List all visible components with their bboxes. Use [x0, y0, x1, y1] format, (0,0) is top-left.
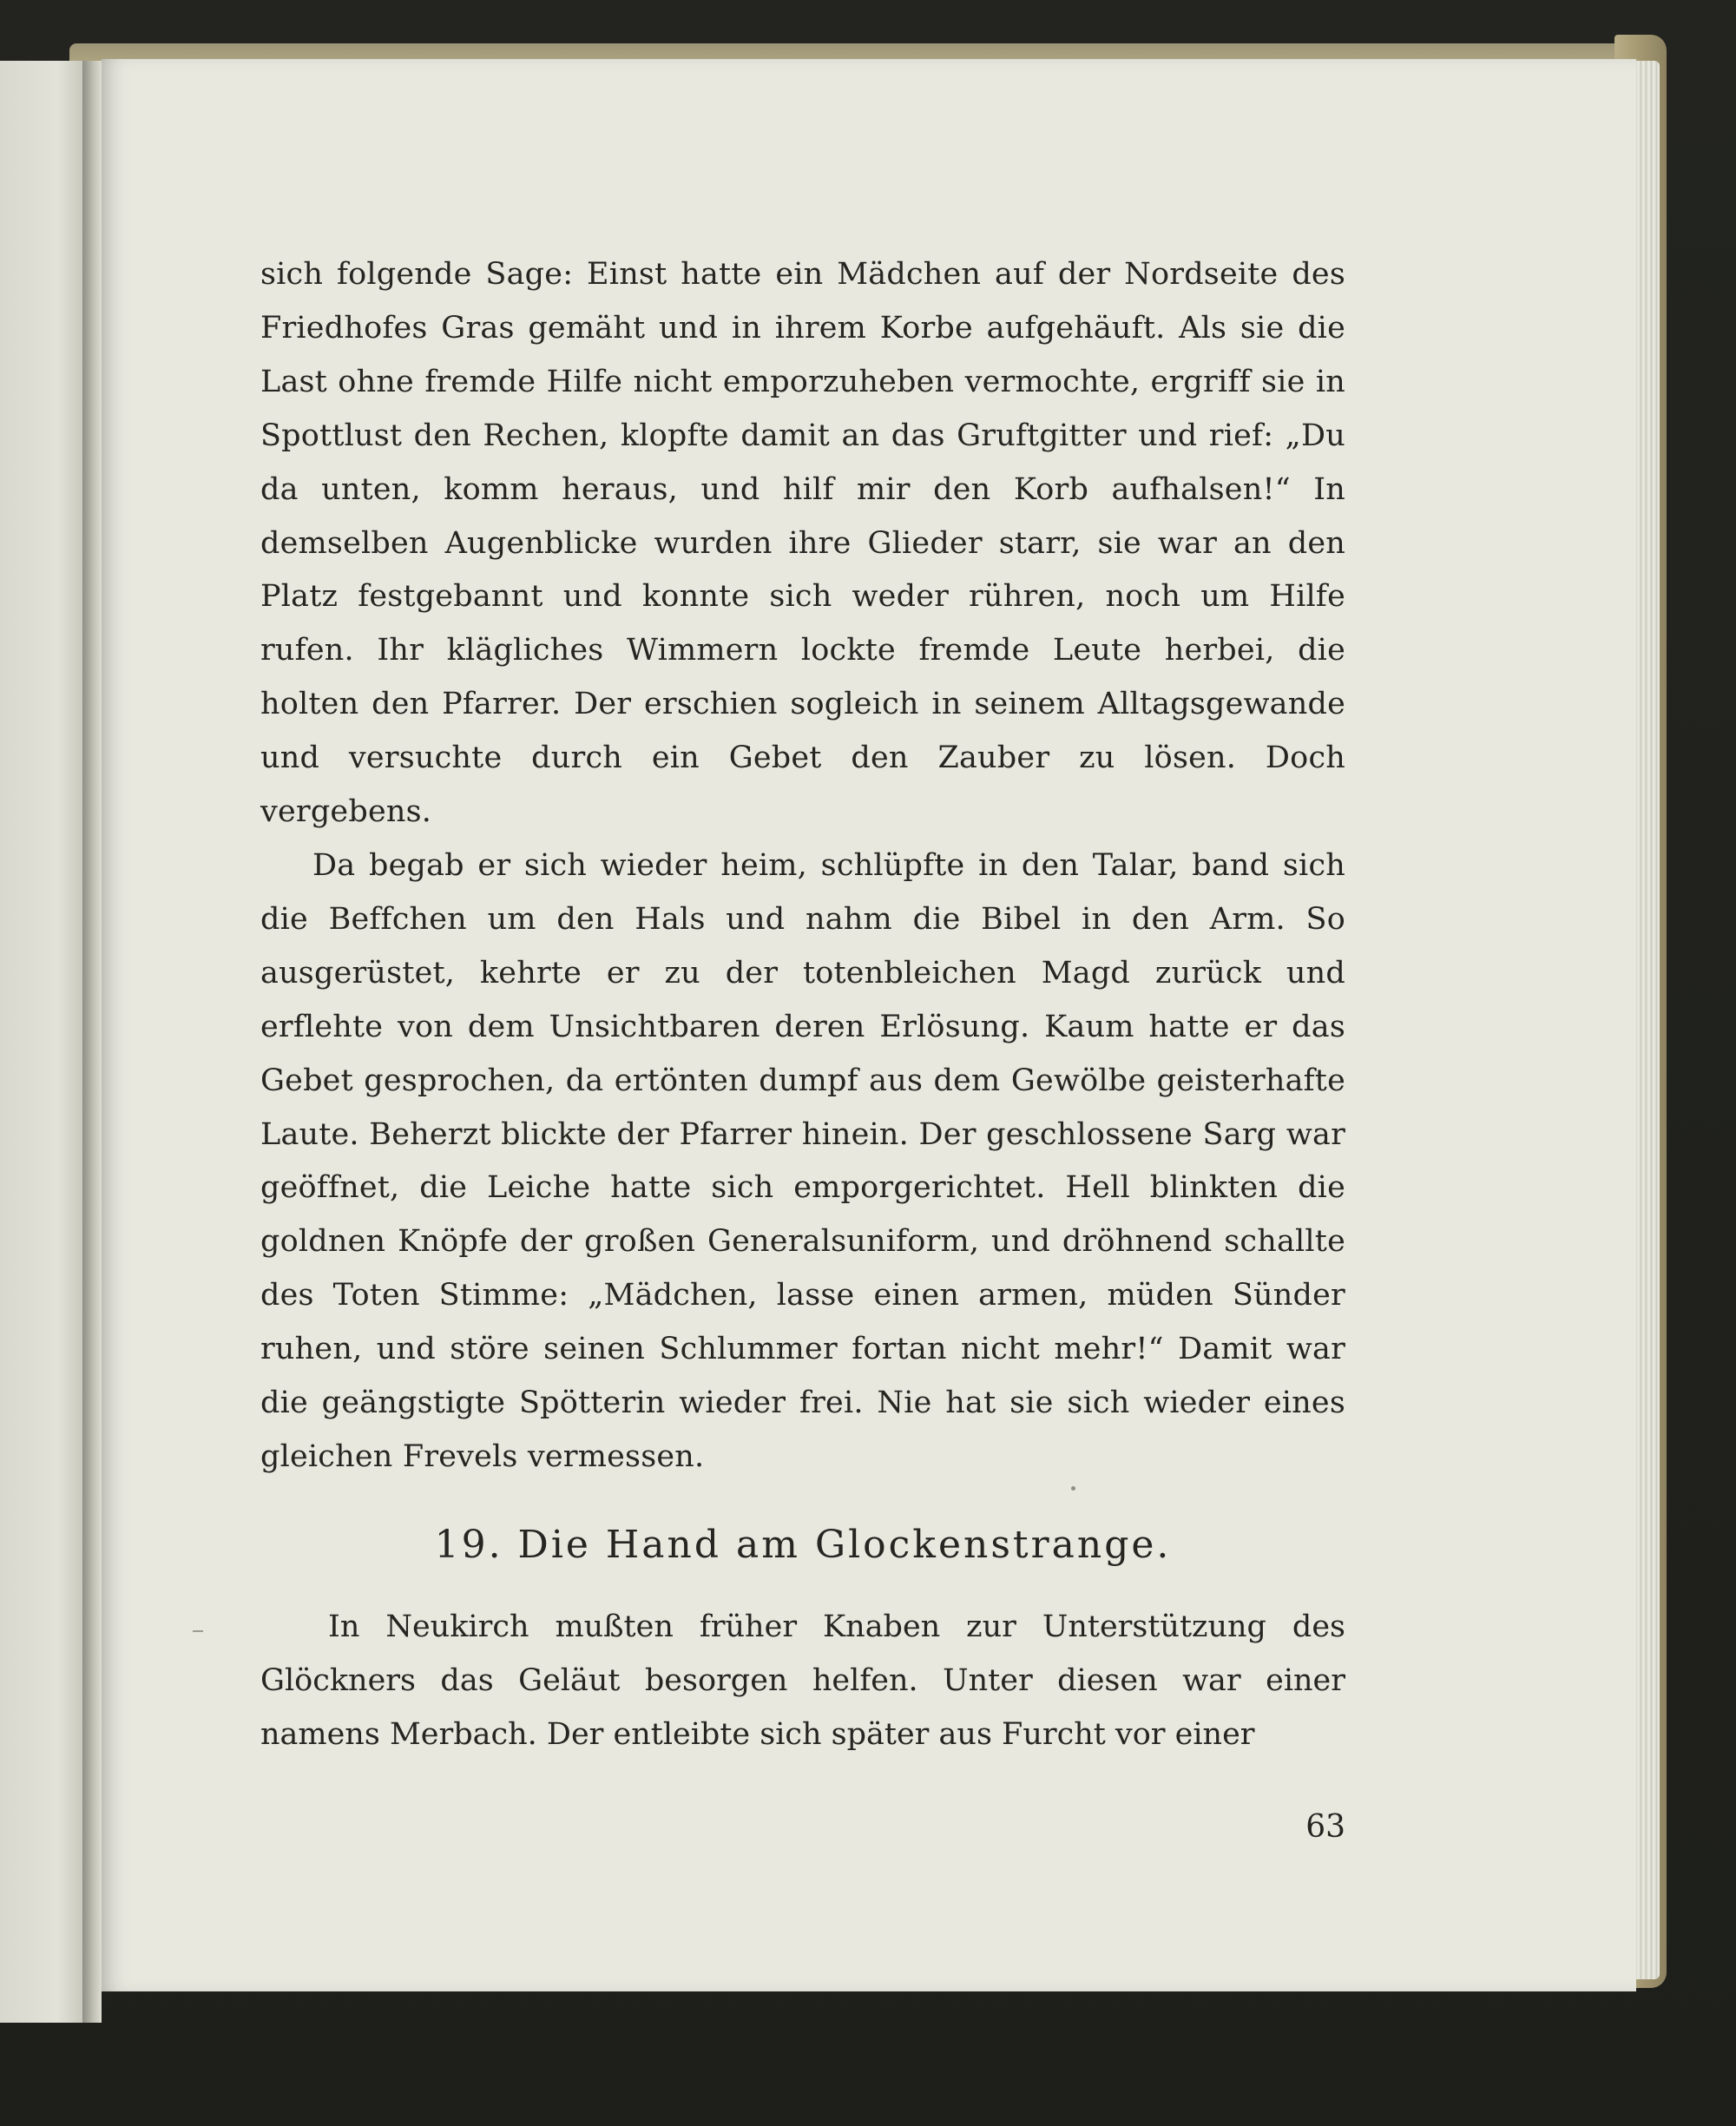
body-text	[260, 248, 1345, 1484]
section-heading: 19. Die Hand am Glockenstrange.	[434, 1523, 1172, 1567]
book-gutter	[82, 61, 102, 2023]
ink-speck	[1071, 1486, 1075, 1491]
left-page-edge	[0, 61, 82, 2023]
page-number: 63	[1305, 1809, 1345, 1845]
ink-speck	[193, 1630, 203, 1632]
paragraph-3: In Neukirch mußten früher Knaben zur Unterstützung des Glöckners das Geläut besorgen helfen. Unter diesen war einer namens Merbach. Der entleibte sich später aus Furcht vor einer	[260, 1609, 1345, 1752]
paragraph-2: Da begab er sich wieder heim, schlüpfte in den Talar, band sich die Beffchen um den Hals und nahm die Bibel in den Arm. So ausgerüstet, kehrte er zu der totenbleichen Magd zurück und erflehte von dem Unsichtbaren deren Erlösung. Kaum hatte er das Gebet gesprochen, da ertönten dumpf aus dem Gewölbe geisterhafte Laute. Beherzt blickte der Pfarrer hinein. Der geschlossene Sarg war geöffnet, die Leiche hatte sich emporgerichtet. Hell blinkten die goldnen Knöpfe der großen Generalsuniform, und dröhnend schallte des Toten Stimme: „Mädchen, lasse einen armen, müden Sünder ruhen, und störe seinen Schlummer fortan nicht mehr!“ Damit war die geängstigte Spötterin wieder frei. Nie hat sie sich wieder eines gleichen Frevels vermessen.	[260, 847, 1345, 1474]
paragraph-1: sich folgende Sage: Einst hatte ein Mädchen auf der Nordseite des Friedhofes Gras gemäht und in ihrem Korbe aufgehäuft. Als sie die Last ohne fremde Hilfe nicht emporzuheben vermochte, ergriff sie in Spottlust den Rechen, klopfte damit an das Gruftgitter und rief: „Du da unten, komm heraus, und hilf mir den Korb aufhalsen!“ In demselben Augenblicke wurden ihre Glieder starr, sie war an den Platz festgebannt und konnte sich weder rühren, noch um Hilfe rufen. Ihr klägliches Wimmern lockte fremde Leute herbei, die holten den Pfarrer. Der erschien sogleich in seinem Alltagsgewande und versuchte durch ein Gebet den Zauber zu lösen. Doch vergebens.	[260, 257, 1345, 830]
